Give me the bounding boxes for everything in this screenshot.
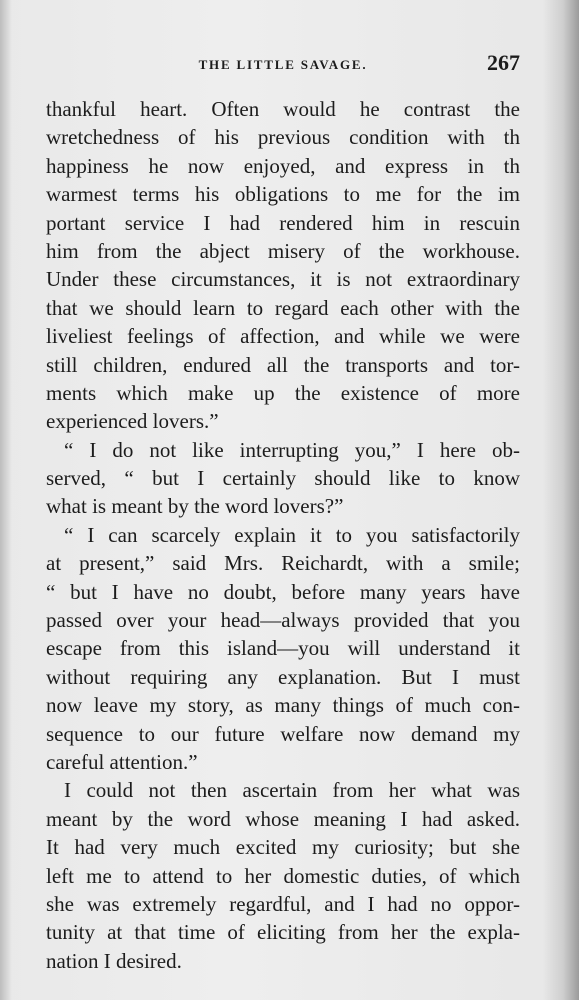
text-line: thankful heart. Often would he contrast the bbox=[46, 97, 520, 121]
text-line: at present,” said Mrs. Reichardt, with a smile; bbox=[46, 551, 520, 576]
text-line: left me to attend to her domestic duties, of which bbox=[46, 863, 520, 888]
text-line: Under these circumstances, it is not extraordinary bbox=[46, 267, 520, 292]
text-line: escape from this island—you will understand it bbox=[46, 636, 520, 661]
text-line: wretchedness of his previous condition with th bbox=[46, 125, 520, 150]
text-line: warmest terms his obligations to me for the im bbox=[46, 182, 520, 207]
text-line: happiness he now enjoyed, and express in th bbox=[46, 153, 520, 178]
text-line: ments which make up the existence of more bbox=[46, 380, 520, 405]
text-line: I could not then ascertain from her what was bbox=[64, 778, 520, 803]
text-line: It had very much excited my curiosity; but she bbox=[46, 835, 520, 860]
text-line: still children, endured all the transports and tor- bbox=[46, 352, 520, 377]
text-line: careful attention.” bbox=[46, 749, 198, 774]
body-text bbox=[46, 95, 520, 975]
text-line: “ I can scarcely explain it to you satisfactorily bbox=[64, 522, 520, 547]
text-line: “ but I have no doubt, before many years have bbox=[46, 579, 520, 604]
text-line: tunity at that time of eliciting from her the expla- bbox=[46, 920, 520, 945]
text-line: what is meant by the word lovers?” bbox=[46, 494, 344, 519]
text-line: that we should learn to regard each other with the bbox=[46, 295, 520, 320]
page-spine-shadow bbox=[0, 0, 12, 1000]
page-number: 267 bbox=[487, 50, 520, 75]
text-line: “ I do not like interrupting you,” I here ob- bbox=[64, 437, 520, 462]
text-line: without requiring any explanation. But I must bbox=[46, 664, 520, 689]
text-line: now leave my story, as many things of much con- bbox=[46, 693, 520, 718]
page-edge-shadow bbox=[543, 0, 579, 1000]
text-line: him from the abject misery of the workhouse. bbox=[46, 238, 520, 263]
text-line: meant by the word whose meaning I had asked. bbox=[46, 806, 520, 831]
text-line: nation I desired. bbox=[46, 948, 182, 973]
text-line: experienced lovers.” bbox=[46, 409, 219, 434]
text-line: she was extremely regardful, and I had no oppor- bbox=[46, 891, 520, 916]
running-title: THE LITTLE SAVAGE. bbox=[198, 57, 368, 72]
text-line: served, “ but I certainly should like to know bbox=[46, 466, 520, 491]
text-line: sequence to our future welfare now demand my bbox=[46, 721, 520, 746]
text-line: portant service I had rendered him in rescuin bbox=[46, 210, 520, 235]
page-header bbox=[46, 50, 520, 78]
text-line: passed over your head—always provided that you bbox=[46, 608, 520, 633]
text-line: liveliest feelings of affection, and while we were bbox=[46, 324, 520, 349]
